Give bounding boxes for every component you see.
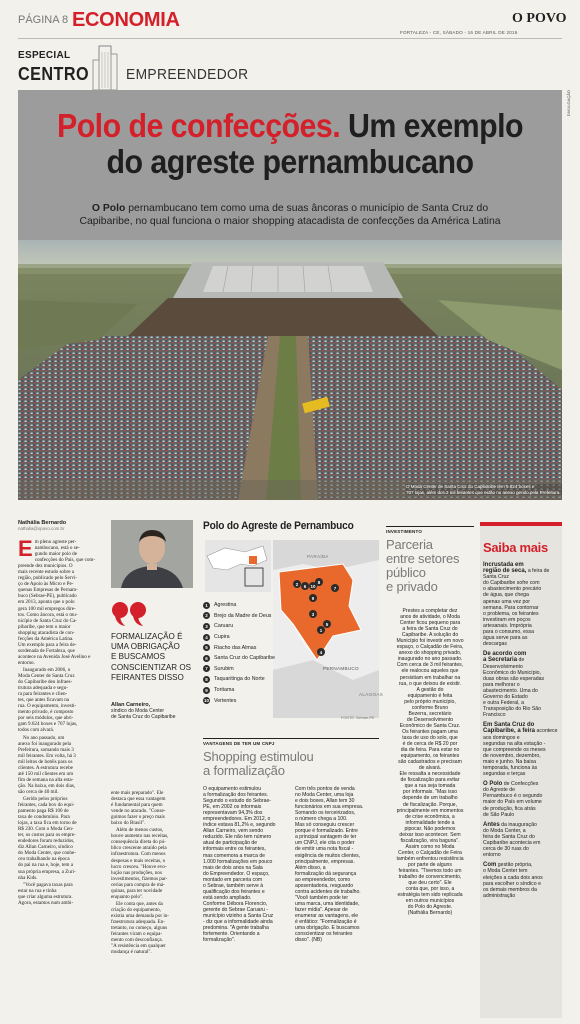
- legend-number: 9: [203, 687, 210, 694]
- saiba-item: [483, 651, 561, 718]
- saiba-item: [483, 562, 561, 647]
- legend-number: 2: [203, 612, 210, 619]
- map-legend-item: [203, 674, 283, 685]
- kicker-rule: [203, 738, 379, 739]
- legend-number: 3: [203, 623, 210, 630]
- map-label-alagoas: ALAGOAS: [359, 692, 384, 697]
- legend-label: Brejo da Madre de Deus: [214, 612, 272, 619]
- special-label: ESPECIAL: [18, 50, 71, 61]
- map-marker: 10: [310, 583, 316, 589]
- quote-name: Allan Carneiro,: [111, 702, 151, 708]
- article-paragraph: Além de menos custos, houve aumento nas receitas, consequência direta do pú- blico crescente atraído pela infraestrutura. Com menos despesas e mais receitas, o lucro cresceu. "Houve evo- lução nas produções, nos investimentos, fizemos par- cerias para compra de má- quinas, para ter novidade enquanto polo".: [111, 827, 169, 900]
- special-word-centro: CENTRO: [18, 64, 90, 84]
- header-rule: [18, 38, 562, 39]
- article-paragraph: Inaugurado em 2006, o Moda Center de Santa Cruz do Capibaribe deu infraes- trutura adequada e segu- ra para feirantes e clien- tes, que antes ficavam na rua. O equipamento, investi- mento privado, é composto por seis módulos, que abri- gam 9.624 boxes e 707 lojas, todos com alvará.: [18, 666, 78, 734]
- legend-number: 1: [203, 602, 210, 609]
- map-legend-item: [203, 695, 283, 706]
- pull-quote: FORMALIZAÇÃO É UMA OBRIGAÇÃO E BUSCAMOS CONSCIENTIZAR OS FEIRANTES DISSO: [111, 632, 192, 682]
- quote-role: síndico do Moda Center de Santa Cruz do Capibaribe: [111, 708, 176, 720]
- map-marker: 4: [317, 648, 325, 656]
- shopping-kicker: VANTAGENS DE TER UM CNPJ: [203, 741, 275, 746]
- saiba-item-lead: Incrustada em região de seca,: [483, 562, 527, 575]
- map-marker: 3: [309, 610, 317, 618]
- map-legend-item: [203, 653, 283, 664]
- shopping-paragraph: O equipamento estimulou a formalização dos feirantes. Segundo o estudo do Sebrae- PE, em 2002 os informais representavam 94,3% dos empreendedores. Em 2012, o índice estava 81,2% e, segundo Allan Carneiro, vem sendo reduzido. Ele não tem número atual de participação de informais entre os feirantes, mas comemora a marca de 1.000 formalizações em pouco mais de dois anos na Sala do Empreendedor. O espaço, montado em parceria com o Sebrae, também serve à qualificação dos feirantes e está sendo ampliado. Conforme Débora Florencio, gerente do Sebrae Caruaru - município vizinho a Santa Cruz - diz que a informalidade ainda predomina. "A gente trabalha fortemente. Orientando a formalização".: [203, 786, 276, 944]
- investimento-title: Parceria entre setores público e privado: [386, 537, 460, 594]
- map-legend-item: [203, 664, 283, 675]
- portrait-photo: [111, 520, 193, 588]
- legend-label: Santa Cruz do Capibaribe: [214, 655, 275, 662]
- section-title: ECONOMIA: [72, 9, 180, 31]
- map-legend-item: [203, 642, 283, 653]
- quote-icon: [111, 600, 151, 628]
- byline: [18, 520, 108, 531]
- deck: [64, 202, 516, 228]
- photo-caption: O Moda Center de Santa Cruz do Capibaribe tem 9.624 boxes e 707 lojas, além dos 3 mil feirantes que estão no anexo gerido pela Prefeitura: [406, 484, 562, 495]
- saiba-item-lead: Antes: [483, 821, 500, 828]
- article-paragraph: Ele conta que, antes da criação do equipamento, existia uma demanda por in- fraestrutura adequada. En- tretanto, no começo, alguns feirantes viram o equipa- mento com desconfiança. "A resistência em qualquer mudança é natural".: [111, 900, 169, 956]
- photo-illustration: [18, 240, 562, 500]
- byline-name: Nathália Bernardo: [18, 520, 67, 526]
- legend-number: 7: [203, 665, 210, 672]
- shopping-story: [203, 738, 379, 1024]
- investimento-story: [386, 526, 474, 1024]
- page-header: [0, 0, 580, 42]
- map-label-pernambuco: PERNAMBUCO: [323, 666, 359, 671]
- investimento-paragraph: Prestes a completar dez anos de atividade, o Moda Center ficou pequeno para a feira de Santa Cruz do Capibaribe. A solução do Município foi investir em novo espaço, o Calçadão de Feira, anexo do shopping privado, inaugurado no ano passado. Com cerca de 3 mil feirantes, ele realocou aqueles que persistiam em trabalhar na rua, o que deixou de existir. A gestão do equipamento é feita pelo próprio município, conforme Bruno Bezerra, secretário de Desenvolvimento Econômico de Santa Cruz. Os feirantes pagam uma taxa de uso do solo, que é de cerca de R$ 20 por dia de feira. Para estar no equipamento, os feirantes são cadastrados e precisam de alvará. Ele ressalta a necessidade de fiscalização para evitar que a rua seja tomada por informais. "Mas isso depende de um trabalho de fiscalização. Porque, principalmente em momentos de crise econômica, a informalidade tende a pipocar. Não podemos deixar isso acontecer. Sem fiscalização, vira baguna". Assim como no Moda Center, o Calçadão de Feira também enfrentou resistência por parte de alguns feirantes. "Tivemos todo um trabalho de convencimento, que deu certo". Ele conta que, por isso, a estratégia tem sido replicada em outros municípios do Polo do Agreste. (Nathália Bernardo): [396, 608, 464, 917]
- map-marker: 2: [293, 580, 301, 588]
- saiba-item-text: acontece aos domingos e segundas na alta estação - que compreende os meses de novembro, dezembro, maio e junho. Na baixa temporada, funciona às segundas e terças: [483, 728, 558, 778]
- quote-marks-icon: [111, 600, 151, 628]
- legend-label: Surubim: [214, 665, 234, 672]
- legend-number: 4: [203, 634, 210, 641]
- legend-label: Agrestina: [214, 602, 237, 609]
- map-source: FONTE: Sebrae-PE: [341, 716, 375, 720]
- investimento-body: [386, 608, 474, 917]
- saiba-items: [483, 562, 561, 903]
- map-infographic: [203, 516, 384, 726]
- map-legend-item: [203, 632, 283, 643]
- saiba-item-text: a feira de Santa Cruz do Capibaribe sofre com o abastecimento precário de água, que chega apenas uma vez por semana. Para contornar o problema, os feirantes investiram em poços artesanais. Imprópria para o consumo, essa água serve para as descargas: [483, 568, 550, 648]
- saiba-title: Saiba mais: [483, 540, 548, 555]
- headline-part2: do agreste pernambucano: [106, 143, 474, 180]
- map-legend-item: [203, 600, 283, 611]
- aerial-photo: [18, 240, 562, 500]
- state-locator-map: [205, 540, 271, 592]
- legend-label: Cupira: [214, 634, 230, 641]
- map-marker: 9: [309, 594, 317, 602]
- map-title: Polo do Agreste de Pernambuco: [203, 520, 354, 532]
- shopping-title: Shopping estimulou a formalização: [203, 749, 314, 778]
- saiba-item: [483, 822, 561, 859]
- building-icon: [90, 44, 120, 90]
- map-marker: 5: [323, 620, 331, 628]
- deck-text: pernambucano tem como uma de suas âncoras o município de Santa Cruz do Capibaribe, no qual funciona o maior shopping atacadista de confecções da América Latina: [79, 203, 501, 227]
- headline-band: [18, 90, 571, 240]
- deck-lead: O Polo: [91, 203, 126, 214]
- saiba-item-text: da inauguração do Moda Center, a feira de Santa Cruz do Capibaribe acontecia em cerca de 30 ruas do entorno: [483, 821, 541, 859]
- map-marker: 8: [315, 578, 323, 586]
- headline-part1: Um exemplo: [347, 107, 523, 144]
- article-paragraph: m pleno agreste per- nambucano, está o se- gundo maior polo de confecções do País, que com- preende dez municípios. O mais recente estudo sobre a região, publicado pelo Servi- ço de Apoio às Micro e Pe- quenas Empresas de Pernam- buco (Sebrae-PE), publicado em 2013, aponta que o polo gera 100 mil empregos dire- tos. Como âncora, está o mu- nicípio de Santa Cruz do Ca- pibaribe, que tem o maior shopping atacadista de con- fecções da América Latina. Um exemplo para a feira de- sordenada de Fortaleza, que acontece na Avenida José Avelino e entorno.: [18, 539, 96, 666]
- legend-number: 5: [203, 644, 210, 651]
- article-paragraph: "Você pagava taxas para estar na rua e tinha que criar alguma estrutura. Agora, estamos num ambi-: [18, 881, 74, 906]
- saiba-item: [483, 781, 561, 818]
- legend-label: Taquaritinga do Norte: [214, 676, 265, 683]
- saiba-item-lead: Com: [483, 862, 497, 869]
- portrait-illustration: [111, 520, 193, 588]
- quote-attribution: [111, 702, 201, 720]
- byline-email: nathalia@opovo.com.br: [18, 526, 65, 531]
- saiba-mais-box: [480, 522, 562, 1018]
- shopping-column-2: [295, 786, 379, 944]
- article-column-2: [111, 790, 199, 956]
- investimento-kicker: INVESTIMENTO: [386, 529, 423, 534]
- saiba-item-text: gestão própria, o Moda Center tem eleições a cada dois anos para escolher o síndico e os demais membros da administração: [483, 862, 543, 899]
- map-marker: 7: [331, 584, 339, 592]
- map-marker: 1: [317, 626, 325, 634]
- article-paragraph: No ano passado, um anexo foi inaugurado pela Prefeitura, somando mais 3 mil feirantes. Em volta, há 3 mil leitos de hotéis para os clientes. A estrutura recebe até 150 mil clientes em um fim de semana na alta esta- ção. Na baixa, em dois dias, são cerca de 40 mil.: [18, 734, 76, 795]
- map-legend-item: [203, 685, 283, 696]
- saiba-item-text: de Confecções do Agreste de Pernambuco é o segundo maior do País em volume de produção, fica atrás de São Paulo: [483, 781, 543, 818]
- shopping-column-1: [203, 786, 287, 944]
- map-legend: [203, 600, 283, 706]
- saiba-item-lead: Em Santa Cruz do Capibaribe, a feira: [483, 722, 536, 735]
- saiba-item-text: de Desenvolvimento Econômico do Município, duas obras são esperadas para melhorar o abastecimento. Uma do Governo do Estado e outra Federal, a Transposição do Rio São Francisco: [483, 657, 545, 719]
- saiba-item-lead: O Polo: [483, 781, 503, 788]
- headline: [40, 108, 540, 180]
- map-legend-item: [203, 611, 283, 622]
- drop-cap: E: [18, 536, 33, 561]
- saiba-item: [483, 862, 561, 899]
- legend-label: Toritama: [214, 687, 235, 694]
- dateline: FORTALEZA - CE, SÁBADO - 16 DE ABRIL DE 2016: [400, 30, 518, 35]
- special-section-tag: [18, 44, 318, 90]
- map-legend-item: [203, 621, 283, 632]
- photo-credit: DIVULGAÇÃO: [566, 90, 571, 117]
- article-paragraph: ente mais preparado". Ele destaca que essa vantagem é fundamental para quem vende no atacado. "Conse- guimos fazer o preço mais baixo do Brasil".: [111, 790, 166, 827]
- newspaper-logo: O POVO: [512, 11, 567, 26]
- legend-label: Caruaru: [214, 623, 234, 630]
- legend-number: 10: [203, 698, 209, 704]
- legend-label: Riacho das Almas: [214, 644, 257, 651]
- saiba-top-bar: [480, 522, 562, 526]
- legend-label: Vertentes: [214, 697, 237, 704]
- map-markers: [273, 540, 379, 718]
- shopping-paragraph: Com três pontos de venda no Moda Center, uma loja e dois boxes, Allan tem 30 funcionários em sua empresa. Somando os terceirizados, o número chega a 100. Mas só conseguiu crescer porque é formalizado. Entre a principal vantagem de ter um CNPJ, ele cita o poder de emitir uma nota fiscal - exigência de muitos clientes, principalmente, empresas. Além disso, a formalização dá segurança ao empreendedor, como aposentadoria, resguardo contra acidentes de trabalho. "Você também pode ter uma marca, uma identidade, fazer mídia". Apesar de enumerar as vantagens, ele é enfático: "Formalização é uma obrigação. E buscamos conscientizar os feirantes disso". (NB): [295, 786, 364, 944]
- map-label-paraiba: PARAÍBA: [307, 554, 329, 559]
- map-marker: 6: [301, 582, 309, 590]
- page-number: PÁGINA 8: [18, 14, 69, 26]
- article-paragraph: Gerido pelos próprios feirantes, cada box do equi- pamento paga R$ 100 de taxa de condomínio. Para lojas, a taxa fica em torno de R$ 230. Com o Moda Cen- ter, os custos para os empre- endedores foram reduzidos, diz Allan Carneiro, síndico do Moda Center, que conhe- ceu trabalhando na época do pai na rua e, hoje, tem a sua própria empresa, a Zuri- nha Kids.: [18, 795, 77, 881]
- kicker-rule: [386, 526, 474, 527]
- legend-number: 6: [203, 655, 210, 662]
- special-word-empreendedor: EMPREENDEDOR: [126, 66, 249, 83]
- legend-number: 8: [203, 676, 210, 683]
- headline-red: Polo de confecções.: [56, 107, 341, 144]
- saiba-item: [483, 722, 561, 777]
- article-column-1: [18, 536, 106, 907]
- saiba-item-lead: De acordo com a Secretaria: [483, 651, 527, 664]
